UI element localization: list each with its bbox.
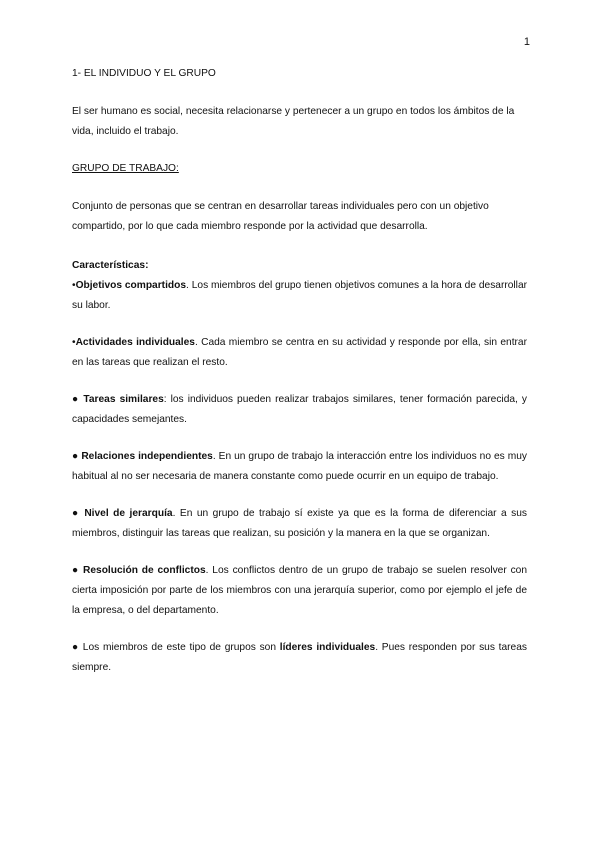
chapter-heading: 1- EL INDIVIDUO Y EL GRUPO [72,68,216,79]
feature-description: . Cada miembro se centra en su actividad y responde por ella, sin entrar en las tareas que realizan el resto. [72,337,527,368]
feature-term: Nivel de jerarquía [84,508,173,519]
intro-paragraph: El ser humano es social, necesita relacionarse y pertenecer a un grupo en todos los ámbitos de la vida, incluido el trabajo. [72,106,515,137]
bullet: ● [72,508,85,519]
feature-term: Actividades individuales [75,337,195,348]
document-body [72,64,527,678]
feature-item-actividades [72,333,527,373]
definition-paragraph: Conjunto de personas que se centran en desarrollar tareas individuales pero con un objetivo compartido, por lo que cada miembro responde por la actividad que desarrolla. [72,201,489,232]
section-title-text: GRUPO DE TRABAJO [72,163,176,174]
feature-term: Relaciones independientes [81,451,213,462]
bullet: ● [72,565,84,576]
features-title-text: Características [72,260,146,271]
feature-item-tareas [72,390,527,430]
features-title-colon: : [145,260,149,271]
feature-term: Tareas similares [83,394,164,405]
section-title-colon: : [175,163,179,174]
page-number: 1 [523,36,530,48]
feature-term: líderes individuales [279,642,376,653]
bullet: • [72,337,76,348]
section-title [72,159,527,179]
feature-item-conflictos [72,561,527,621]
feature-description: . En un grupo de trabajo la interacción entre los individuos no es muy habitual al no ser necesaria de manera constante como puede ocurrir en un equipo de trabajo. [72,451,527,482]
bullet: ● [72,394,84,405]
feature-description: : los individuos pueden realizar trabajos similares, tener formación parecida, y capacidades semejantes. [72,394,528,425]
feature-prefix: Los miembros de este tipo de grupos son [82,642,280,653]
feature-description: . Pues responden por sus tareas siempre. [72,642,527,673]
features-title [72,256,527,276]
feature-item-lideres [72,638,527,678]
feature-term: Resolución de conflictos [83,565,206,576]
feature-item-jerarquia [72,504,527,544]
bullet: ● [72,451,82,462]
bullet: ● [72,642,83,653]
bullet: • [72,280,76,291]
feature-item-relaciones [72,447,527,487]
feature-description: . Los miembros del grupo tienen objetivos comunes a la hora de desarrollar su labor. [72,280,528,311]
feature-term: Objetivos compartidos [75,280,187,291]
feature-item-objetivos [72,276,527,316]
feature-description: . Los conflictos dentro de un grupo de trabajo se suelen resolver con cierta imposición por parte de los miembros con una jerarquía superior, como por ejemplo el jefe de la empresa, o del departamento. [72,565,528,616]
feature-description: . En un grupo de trabajo sí existe ya que es la forma de diferenciar a sus miembros, distinguir las tareas que realizan, su posición y la manera en la que se organizan. [72,508,528,539]
